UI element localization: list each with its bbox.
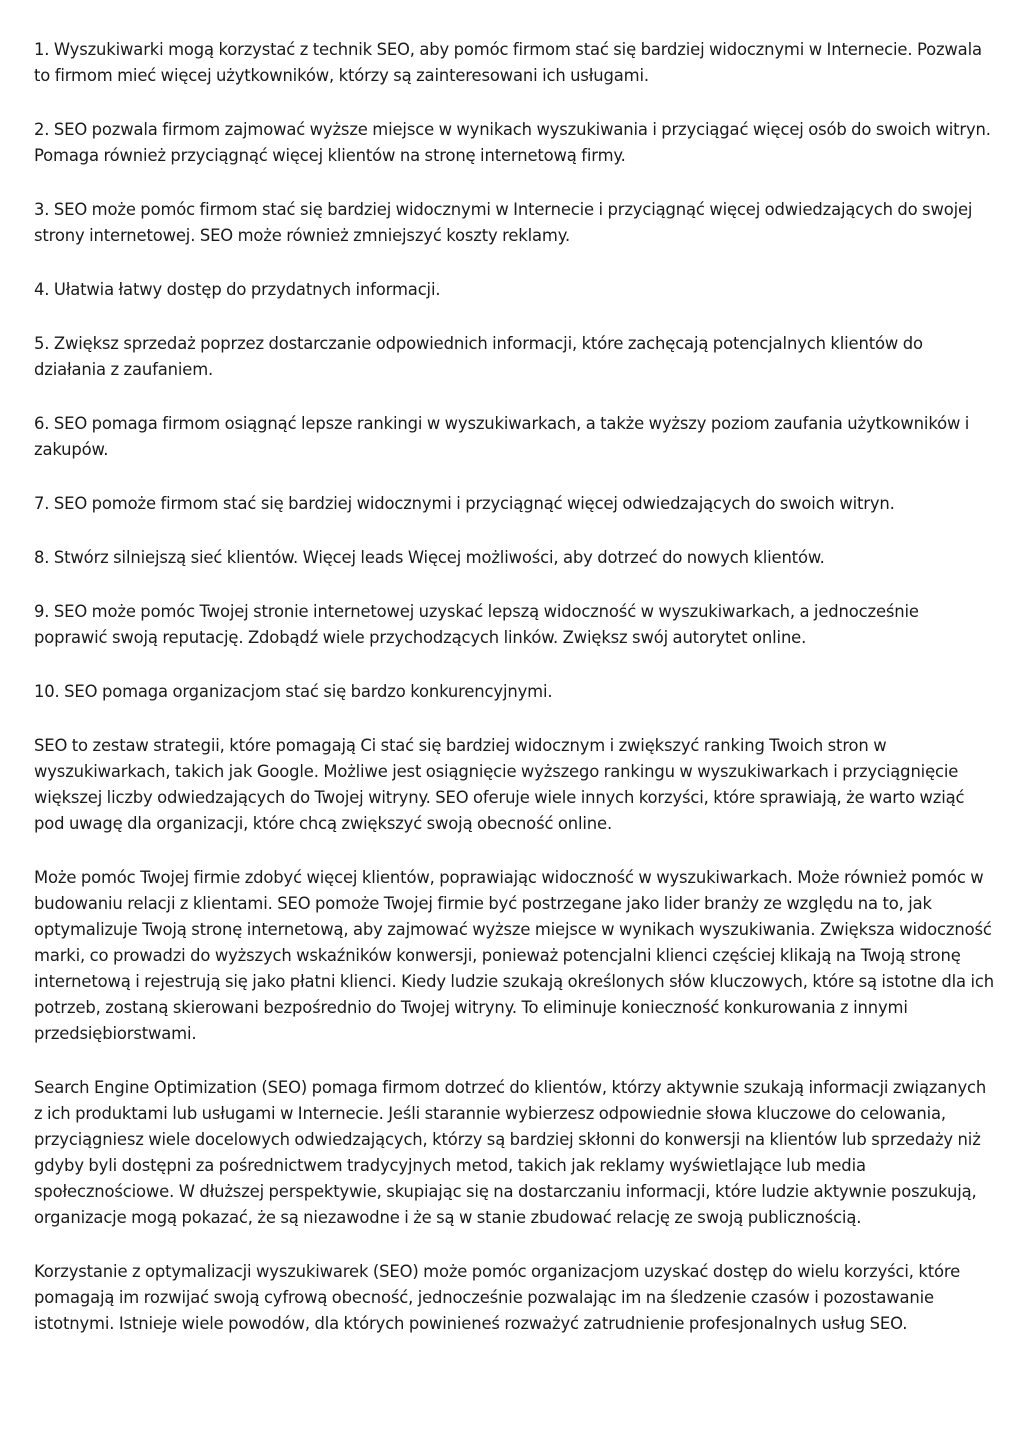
list-item-2: 2. SEO pozwala firmom zajmować wyższe miejsce w wynikach wyszukiwania i przyciągać więcej osób do swoich witryn. Pomaga również przyciągnąć więcej klientów na stronę internetową firmy. [34,120,991,165]
list-item-8: 8. Stwórz silniejszą sieć klientów. Więcej leads Więcej możliwości, aby dotrzeć do nowych klientów. [34,548,825,567]
list-item-3: 3. SEO może pomóc firmom stać się bardziej widocznymi w Internecie i przyciągnąć więcej odwiedzających do swojej strony internetowej. SEO może również zmniejszyć koszty reklamy. [34,200,973,245]
list-item-10: 10. SEO pomaga organizacjom stać się bardzo konkurencyjnymi. [34,682,553,701]
paragraph-customer-benefits: Może pomóc Twojej firmie zdobyć więcej klientów, poprawiając widoczność w wyszukiwarkach. Może również pomóc w budowaniu relacji z klientami. SEO pomoże Twojej firmie być postrzegane jako lider branży ze względu na to, jak optymalizuje Twoją stronę internetową, aby zajmować wyższe miejsce w wynikach wyszukiwania. Zwiększa widoczność marki, co prowadzi do wyższych wskaźników konwersji, ponieważ potencjalni klienci częściej klikają na Twoją stronę internetową i rejestrują się jako płatni klienci. Kiedy ludzie szukają określonych słów kluczowych, które są istotne dla ich potrzeb, zostaną skierowani bezpośrednio do Twojej witryny. To eliminuje konieczność konkurowania z innymi przedsiębiorstwami. [34,868,994,1043]
list-item-6: 6. SEO pomaga firmom osiągnąć lepsze rankingi w wyszukiwarkach, a także wyższy poziom zaufania użytkowników i zakupów. [34,414,970,459]
list-item-9: 9. SEO może pomóc Twojej stronie internetowej uzyskać lepszą widoczność w wyszukiwarkach, a jednocześnie poprawić swoją reputację. Zdobądź wiele przychodzących linków. Zwiększ swój autorytet online. [34,602,919,647]
document-body [34,37,994,1365]
paragraph-conclusion: Korzystanie z optymalizacji wyszukiwarek (SEO) może pomóc organizacjom uzyskać dostęp do wielu korzyści, które pomagają im rozwijać swoją cyfrową obecność, jednocześnie pozwalając im na śledzenie czasów i pozostawanie istotnymi. Istnieje wiele powodów, dla których powinieneś rozważyć zatrudnienie profesjonalnych usług SEO. [34,1262,961,1333]
paragraph-seo-definition: SEO to zestaw strategii, które pomagają Ci stać się bardziej widocznym i zwiększyć ranking Twoich stron w wyszukiwarkach, takich jak Google. Możliwe jest osiągnięcie wyższego rankingu w wyszukiwarkach i przyciągnięcie większej liczby odwiedzających do Twojej witryny. SEO oferuje wiele innych korzyści, które sprawiają, że warto wziąć pod uwagę dla organizacji, które chcą zwiększyć swoją obecność online. [34,736,965,833]
paragraph-search-engine-optimization: Search Engine Optimization (SEO) pomaga firmom dotrzeć do klientów, którzy aktywnie szukają informacji związanych z ich produktami lub usługami w Internecie. Jeśli starannie wybierzesz odpowiednie słowa kluczowe do celowania, przyciągniesz wiele docelowych odwiedzających, którzy są bardziej skłonni do konwersji na klientów lub sprzedaży niż gdyby byli dostępni za pośrednictwem tradycyjnych metod, takich jak reklamy wyświetlające lub media społecznościowe. W dłuższej perspektywie, skupiając się na dostarczaniu informacji, które ludzie aktywnie poszukują, organizacje mogą pokazać, że są niezawodne i że są w stanie zbudować relację ze swoją publicznością. [34,1078,987,1227]
list-item-7: 7. SEO pomoże firmom stać się bardziej widocznymi i przyciągnąć więcej odwiedzających do swoich witryn. [34,494,895,513]
list-item-1: 1. Wyszukiwarki mogą korzystać z technik SEO, aby pomóc firmom stać się bardziej widocznymi w Internecie. Pozwala to firmom mieć więcej użytkowników, którzy są zainteresowani ich usługami. [34,40,982,85]
list-item-4: 4. Ułatwia łatwy dostęp do przydatnych informacji. [34,280,441,299]
list-item-5: 5. Zwiększ sprzedaż poprzez dostarczanie odpowiednich informacji, które zachęcają potencjalnych klientów do działania z zaufaniem. [34,334,923,379]
